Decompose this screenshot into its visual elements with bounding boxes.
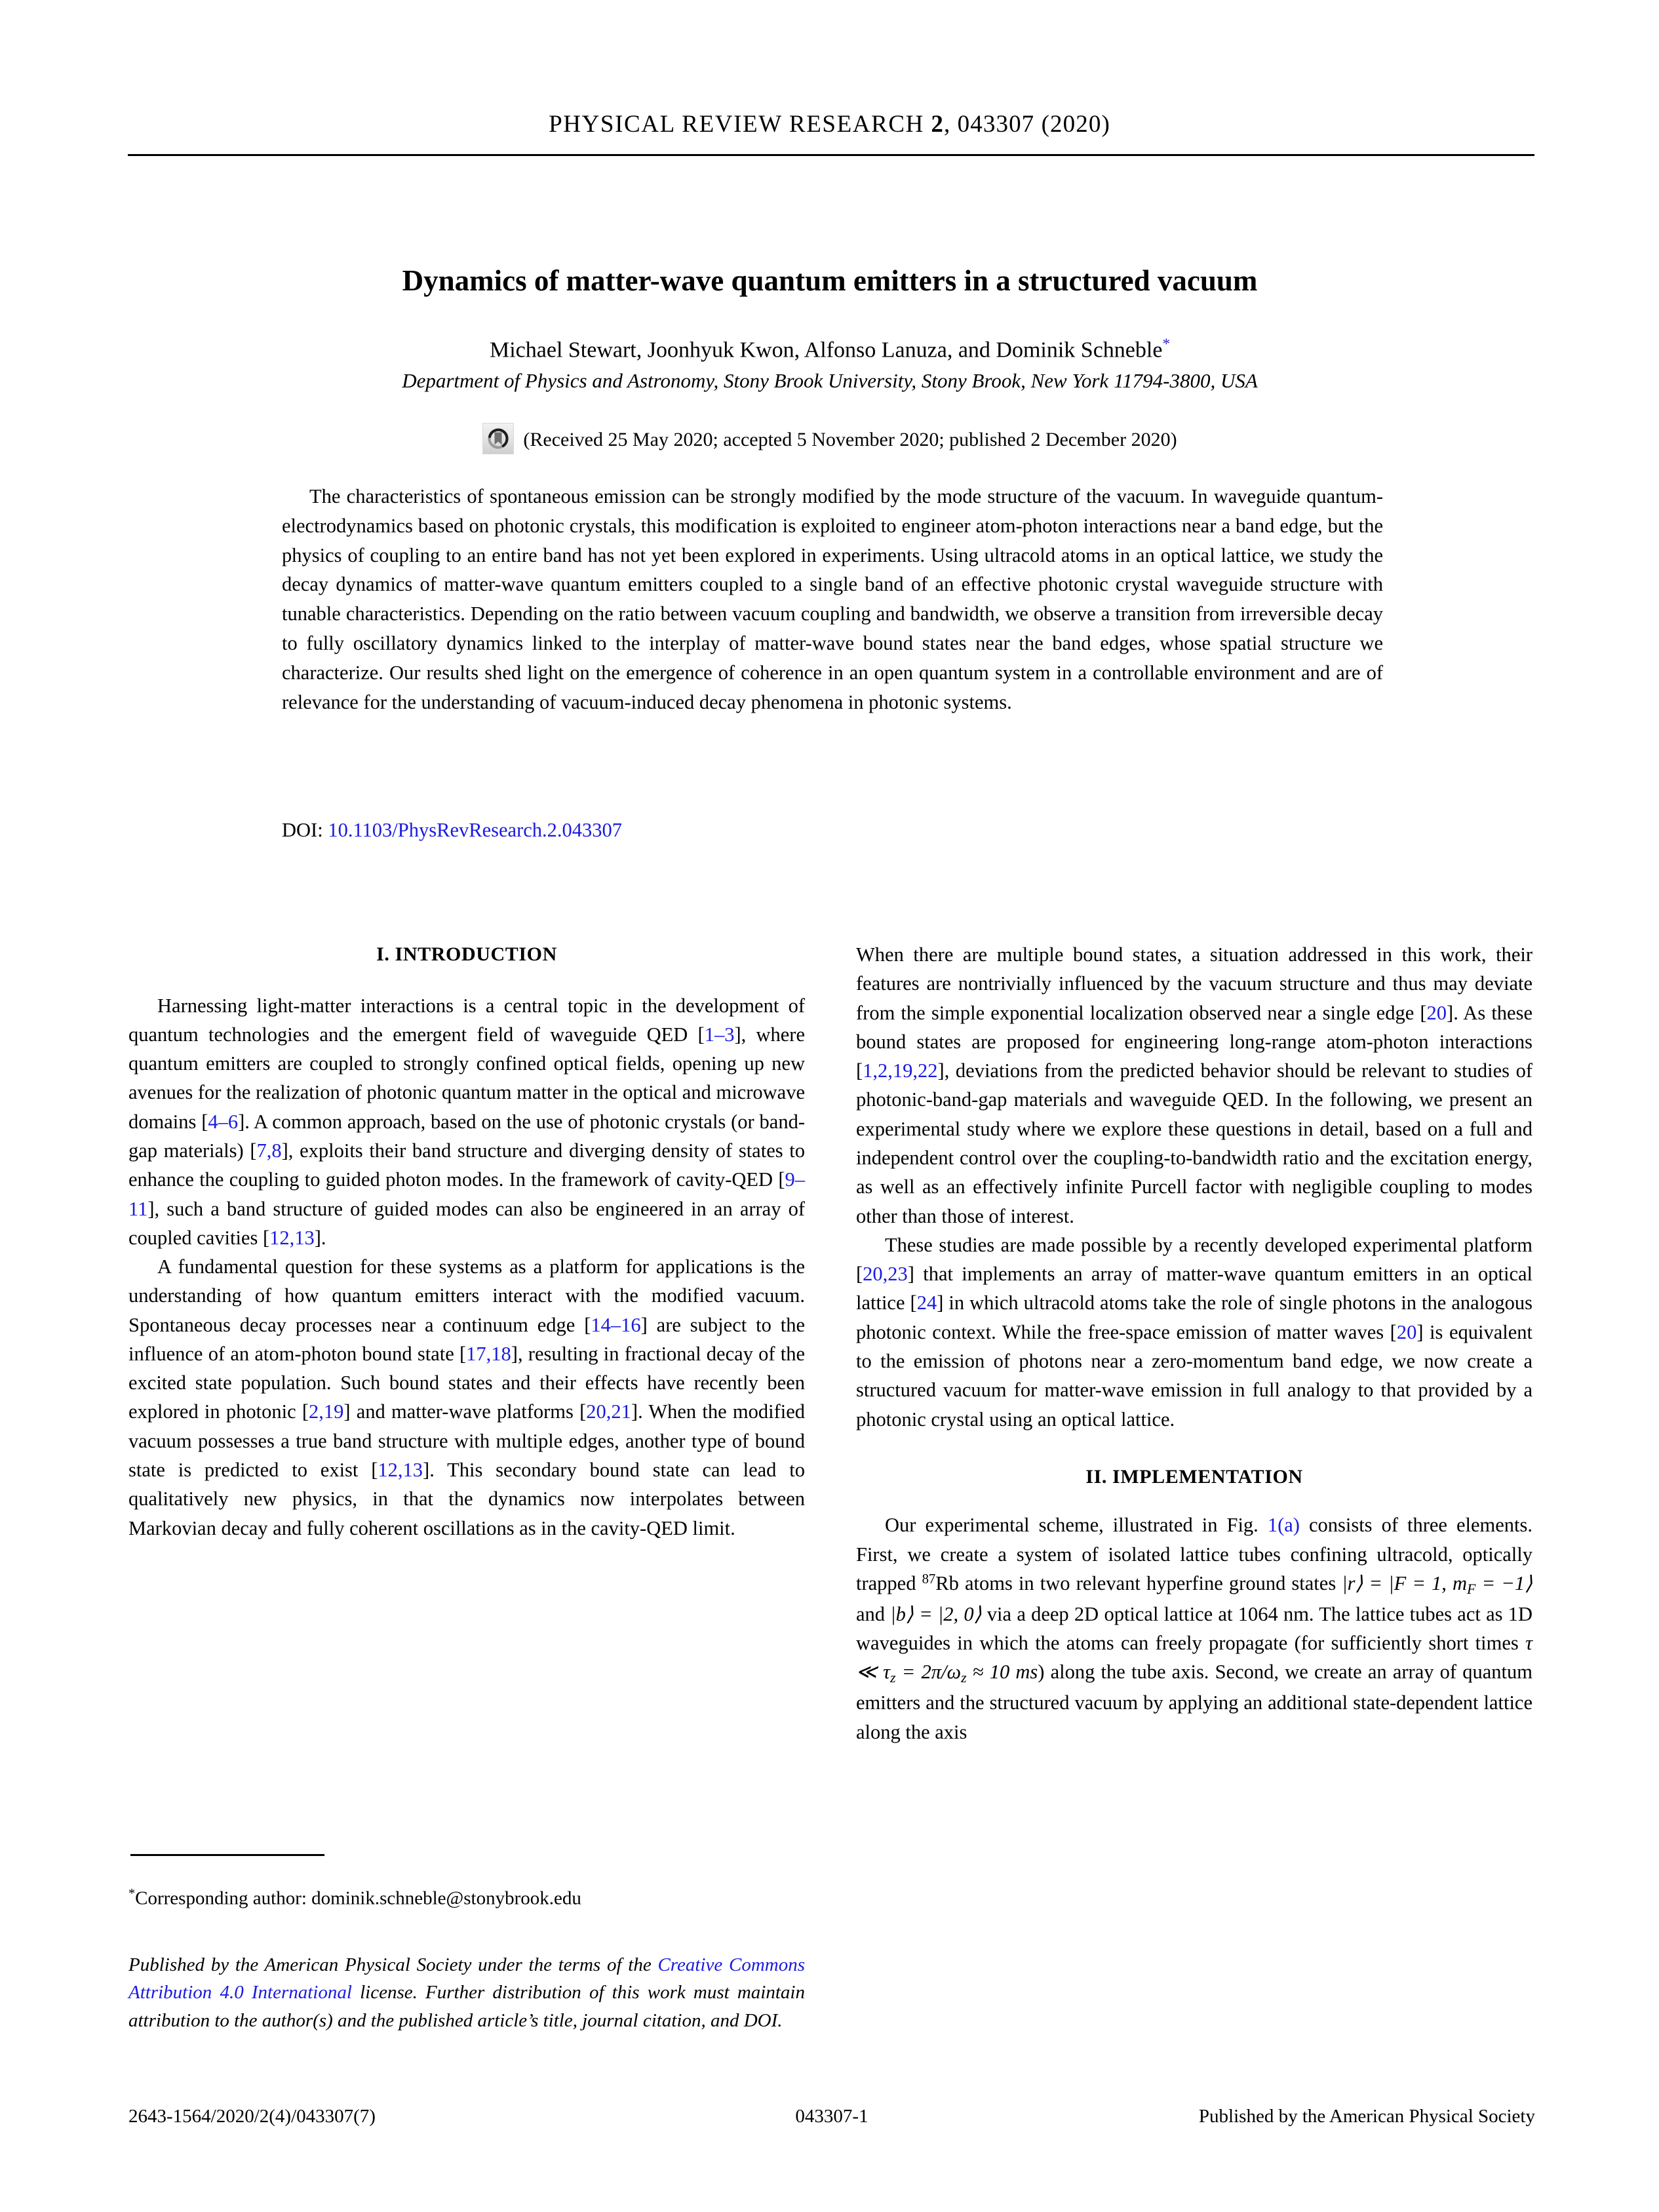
text-run: via a deep 2D optical lattice at 1064 nm. The lattice tubes act as 1D waveguides in which the atoms can freely propagate (for sufficiently short times bbox=[856, 1602, 1533, 1655]
crossmark-icon[interactable] bbox=[482, 423, 514, 454]
math-tau-eq: = 2π/ω bbox=[895, 1661, 962, 1684]
column-left bbox=[128, 940, 805, 1543]
journal-article-number: , 043307 (2020) bbox=[943, 111, 1110, 138]
license-statement bbox=[128, 1951, 805, 2034]
footnote-divider bbox=[130, 1854, 324, 1856]
citation-ref[interactable]: 1,2,19,22 bbox=[863, 1059, 938, 1082]
citation-ref[interactable]: 12,13 bbox=[378, 1459, 423, 1482]
author-footnote-marker[interactable]: * bbox=[1162, 336, 1170, 353]
citation-ref[interactable]: 9–11 bbox=[128, 1168, 805, 1220]
citation-ref[interactable]: 1–3 bbox=[704, 1023, 735, 1046]
math-state-r: |r⟩ = |F = 1, m bbox=[1342, 1571, 1468, 1594]
license-pre: Published by the American Physical Society under the terms of the bbox=[128, 1954, 658, 1975]
issn-article-code: 2643-1564/2020/2(4)/043307(7) bbox=[128, 2106, 376, 2127]
journal-name: PHYSICAL REVIEW RESEARCH bbox=[549, 111, 924, 138]
text-run: ) along the tube axis. Second, we create an array of quantum emitters and the structured vacuum by applying an additional state-dependent lattice along the axis bbox=[856, 1661, 1532, 1743]
citation-ref[interactable]: 17,18 bbox=[466, 1342, 511, 1365]
text-run: ]. As these bound states are proposed for engineering long-range atom-photon interactions [ bbox=[856, 1001, 1532, 1082]
author-list bbox=[207, 336, 1453, 363]
text-run: Rb atoms in two relevant hyperfine ground states bbox=[935, 1571, 1342, 1594]
footnote-text[interactable]: Corresponding author: dominik.schneble@stonybrook.edu bbox=[135, 1887, 581, 1909]
text-run: ], such a band structure of guided modes can also be engineered in an array of coupled cavities [ bbox=[128, 1197, 805, 1249]
text-run: ]. A common approach, based on the use of photonic crystals (or band-gap materials) [ bbox=[128, 1110, 805, 1162]
doi-link[interactable]: 10.1103/PhysRevResearch.2.043307 bbox=[328, 819, 623, 841]
text-run: ] are subject to the influence of an atom-photon bound state [ bbox=[128, 1313, 805, 1365]
header-divider bbox=[128, 154, 1534, 156]
paragraph-intro-2 bbox=[128, 1252, 805, 1543]
text-run: Our experimental scheme, illustrated in Fig. bbox=[885, 1514, 1268, 1537]
text-run: ] and matter-wave platforms [ bbox=[343, 1400, 587, 1423]
math-subscript-F: F bbox=[1467, 1581, 1476, 1598]
abstract: The characteristics of spontaneous emission can be strongly modified by the mode structure of the vacuum. In waveguide quantum-electrodynamics based on photonic crystals, this modification is exploited to engineer atom-photon interactions near a band edge, but the physics of coupling to an entire band has not yet been explored in experiments. Using ultracold atoms in an optical lattice, we study the decay dynamics of matter-wave quantum emitters coupled to a single band of an effective photonic crystal waveguide structure with tunable characteristics. Depending on the ratio between vacuum coupling and bandwidth, we observe a transition from irreversible decay to fully oscillatory dynamics linked to the interplay of matter-wave bound states near the band edges, whose spatial structure we characterize. Our results shed light on the emergence of coherence in an open quantum system in a controllable environment and are of relevance for the understanding of vacuum-induced decay phenomena in photonic systems. bbox=[282, 485, 1383, 713]
citation-ref[interactable]: 24 bbox=[916, 1292, 937, 1314]
text-run: ]. This secondary bound state can lead to qualitatively new physics, in that the dynamics now interpolates between Markovian decay and fully coherent oscillations as in the cavity-QED limit. bbox=[128, 1459, 806, 1539]
text-run: ]. When the modified vacuum possesses a true band structure with multiple edges, another type of bound state is predicted to exist [ bbox=[128, 1400, 805, 1482]
math-tau: τ ≪ τ bbox=[856, 1632, 1532, 1684]
isotope-superscript: 87 bbox=[922, 1571, 936, 1587]
math-state-b: |b⟩ = |2, 0⟩ bbox=[890, 1602, 982, 1625]
math-tau-end: ≈ 10 ms bbox=[966, 1661, 1038, 1684]
page-title: Dynamics of matter-wave quantum emitters in a structured vacuum bbox=[402, 264, 1258, 297]
text-run: ], where quantum emitters are coupled to strongly confined optical fields, opening up new avenues for the realization of photonic quantum matter in the optical and microwave domains [ bbox=[128, 1023, 805, 1133]
column-right bbox=[856, 940, 1532, 1747]
math-subscript-z2: z bbox=[961, 1669, 967, 1686]
paragraph-right-3 bbox=[856, 1511, 1532, 1747]
citation-ref[interactable]: 4–6 bbox=[208, 1110, 239, 1133]
text-run: ], deviations from the predicted behavior should be relevant to studies of photonic-band-gap materials and waveguide QED. In the following, we present an experimental study where we explore these questions in detail, based on a full and independent control over the coupling-to-bandwidth ratio and the excitation energy, as well as an effectively infinite Purcell factor with negligible coupling to modes other than those of interest. bbox=[856, 1059, 1532, 1227]
publication-dates-row bbox=[207, 423, 1453, 454]
figure-ref[interactable]: 1(a) bbox=[1267, 1514, 1300, 1537]
text-run: ], resulting in fractional decay of the excited state population. Such bound states and their effects have recently been explored in photonic [ bbox=[128, 1342, 806, 1423]
math-state-r-end: = −1⟩ bbox=[1475, 1571, 1532, 1594]
citation-ref[interactable]: 20,21 bbox=[586, 1400, 631, 1423]
corresponding-author-footnote bbox=[128, 1884, 805, 1912]
math-subscript-z: z bbox=[890, 1669, 896, 1686]
text-run: ] is equivalent to the emission of photons near a zero-momentum band edge, we now create a structured vacuum for matter-wave emission in full analogy to that provided by a photonic crystal using an optical lattice. bbox=[856, 1320, 1532, 1431]
license-post: license. Further distribution of this work must maintain attribution to the author(s) and the published article’s title, journal citation, and DOI. bbox=[128, 1982, 805, 2031]
footnote-marker: * bbox=[128, 1886, 136, 1901]
text-run: ] that implements an array of matter-wave quantum emitters in an optical lattice [ bbox=[856, 1263, 1532, 1314]
text-run: ], exploits their band structure and diverging density of states to enhance the coupling to guided photon modes. In the framework of cavity-QED [ bbox=[128, 1139, 806, 1191]
citation-ref[interactable]: 20 bbox=[1426, 1001, 1447, 1024]
citation-ref[interactable]: 20 bbox=[1396, 1320, 1417, 1343]
doi-line bbox=[282, 819, 622, 842]
text-run: A fundamental question for these systems as a platform for applications is the understanding of how quantum emitters interact with the modified vacuum. Spontaneous decay processes near a continuum edge [ bbox=[128, 1255, 805, 1336]
page-number: 043307-1 bbox=[795, 2106, 869, 2127]
section-heading-introduction: I. INTRODUCTION bbox=[376, 943, 557, 965]
text-run: and bbox=[856, 1602, 891, 1625]
affiliation: Department of Physics and Astronomy, Stony Brook University, Stony Brook, New York 11794-3800, USA bbox=[402, 369, 1258, 392]
publication-dates: (Received 25 May 2020; accepted 5 November 2020; published 2 December 2020) bbox=[523, 429, 1177, 450]
citation-ref[interactable]: 12,13 bbox=[269, 1226, 315, 1249]
text-run: consists of three elements. First, we create a system of isolated lattice tubes confining ultracold, optically trapped bbox=[856, 1514, 1532, 1594]
doi-label: DOI: bbox=[282, 819, 323, 841]
text-run: Harnessing light-matter interactions is a central topic in the development of quantum technologies and the emergent field of waveguide QED [ bbox=[128, 994, 805, 1046]
citation-ref[interactable]: 14–16 bbox=[591, 1313, 641, 1336]
citation-ref[interactable]: 2,19 bbox=[308, 1400, 344, 1423]
text-run: ] in which ultracold atoms take the role of single photons in the analogous photonic context. While the free-space emission of matter waves [ bbox=[856, 1292, 1532, 1343]
publisher-note: Published by the American Physical Society bbox=[1198, 2106, 1535, 2127]
paragraph-intro-1 bbox=[128, 991, 805, 1253]
text-run: When there are multiple bound states, a situation addressed in this work, their features are nontrivially influenced by the vacuum structure and thus may deviate from the simple exponential localization observed near a single edge [ bbox=[856, 943, 1532, 1024]
paragraph-right-1 bbox=[856, 940, 1532, 1231]
citation-ref[interactable]: 20,23 bbox=[863, 1263, 908, 1286]
journal-running-head bbox=[0, 110, 1659, 138]
author-names: Michael Stewart, Joonhyuk Kwon, Alfonso Lanuza, and Dominik Schneble bbox=[490, 338, 1163, 363]
citation-ref[interactable]: 7,8 bbox=[256, 1139, 282, 1162]
paragraph-right-2 bbox=[856, 1231, 1532, 1434]
section-heading-implementation: II. IMPLEMENTATION bbox=[1085, 1465, 1303, 1488]
text-run: ]. bbox=[314, 1226, 326, 1249]
license-link[interactable]: Creative Commons Attribution 4.0 International bbox=[128, 1954, 806, 2004]
journal-volume: 2 bbox=[931, 111, 944, 138]
text-run: These studies are made possible by a recently developed experimental platform [ bbox=[856, 1233, 1532, 1286]
